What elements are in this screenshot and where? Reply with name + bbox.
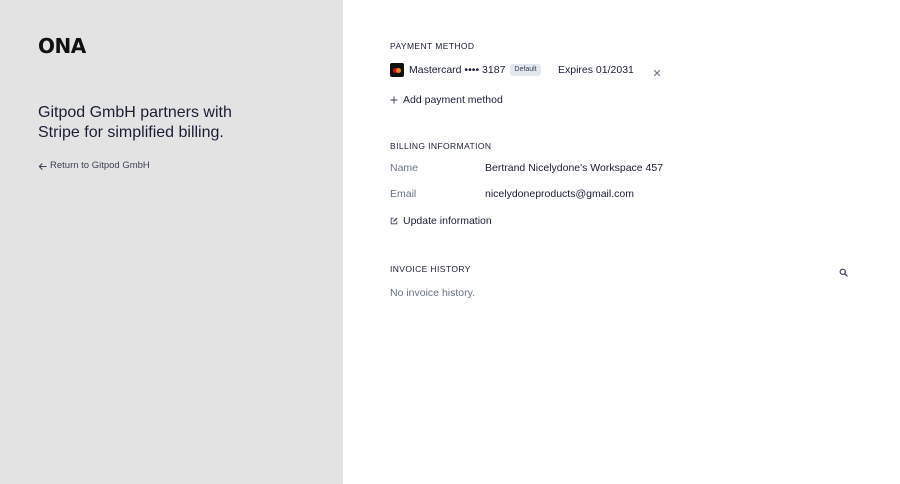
update-information-button[interactable] (390, 215, 492, 227)
mastercard-icon (390, 63, 404, 77)
remove-payment-method-button[interactable] (652, 65, 662, 75)
email-label: Email (390, 188, 417, 200)
payment-method-row (390, 62, 665, 78)
close-icon (652, 68, 662, 78)
invoice-history-empty: No invoice history. (390, 287, 476, 299)
search-icon (839, 268, 848, 277)
tagline: Gitpod GmbH partners with Stripe for simplified billing. (38, 104, 232, 141)
card-expiry: Expires 01/2031 (558, 64, 634, 76)
billing-information-title: BILLING INFORMATION (390, 141, 492, 151)
email-value: nicelydoneproducts@gmail.com (485, 188, 634, 200)
add-payment-method-label: Add payment method (403, 94, 503, 106)
brand-logo: ONA (38, 34, 86, 58)
card-label: Mastercard •••• 3187 (409, 64, 506, 76)
name-value: Bertrand Nicelydone's Workspace 457 (485, 162, 664, 174)
search-invoices-button[interactable] (839, 264, 849, 274)
arrow-left-icon (38, 162, 47, 171)
default-badge: Default (510, 64, 540, 76)
add-payment-method-button[interactable] (390, 94, 503, 106)
edit-icon (390, 217, 398, 225)
return-link[interactable] (38, 160, 150, 172)
left-panel (0, 0, 343, 484)
return-link-label: Return to Gitpod GmbH (50, 160, 150, 171)
update-information-label: Update information (403, 215, 492, 227)
plus-icon (390, 96, 398, 104)
invoice-history-title: INVOICE HISTORY (390, 264, 471, 274)
name-label: Name (390, 162, 419, 174)
payment-method-title: PAYMENT METHOD (390, 41, 475, 51)
